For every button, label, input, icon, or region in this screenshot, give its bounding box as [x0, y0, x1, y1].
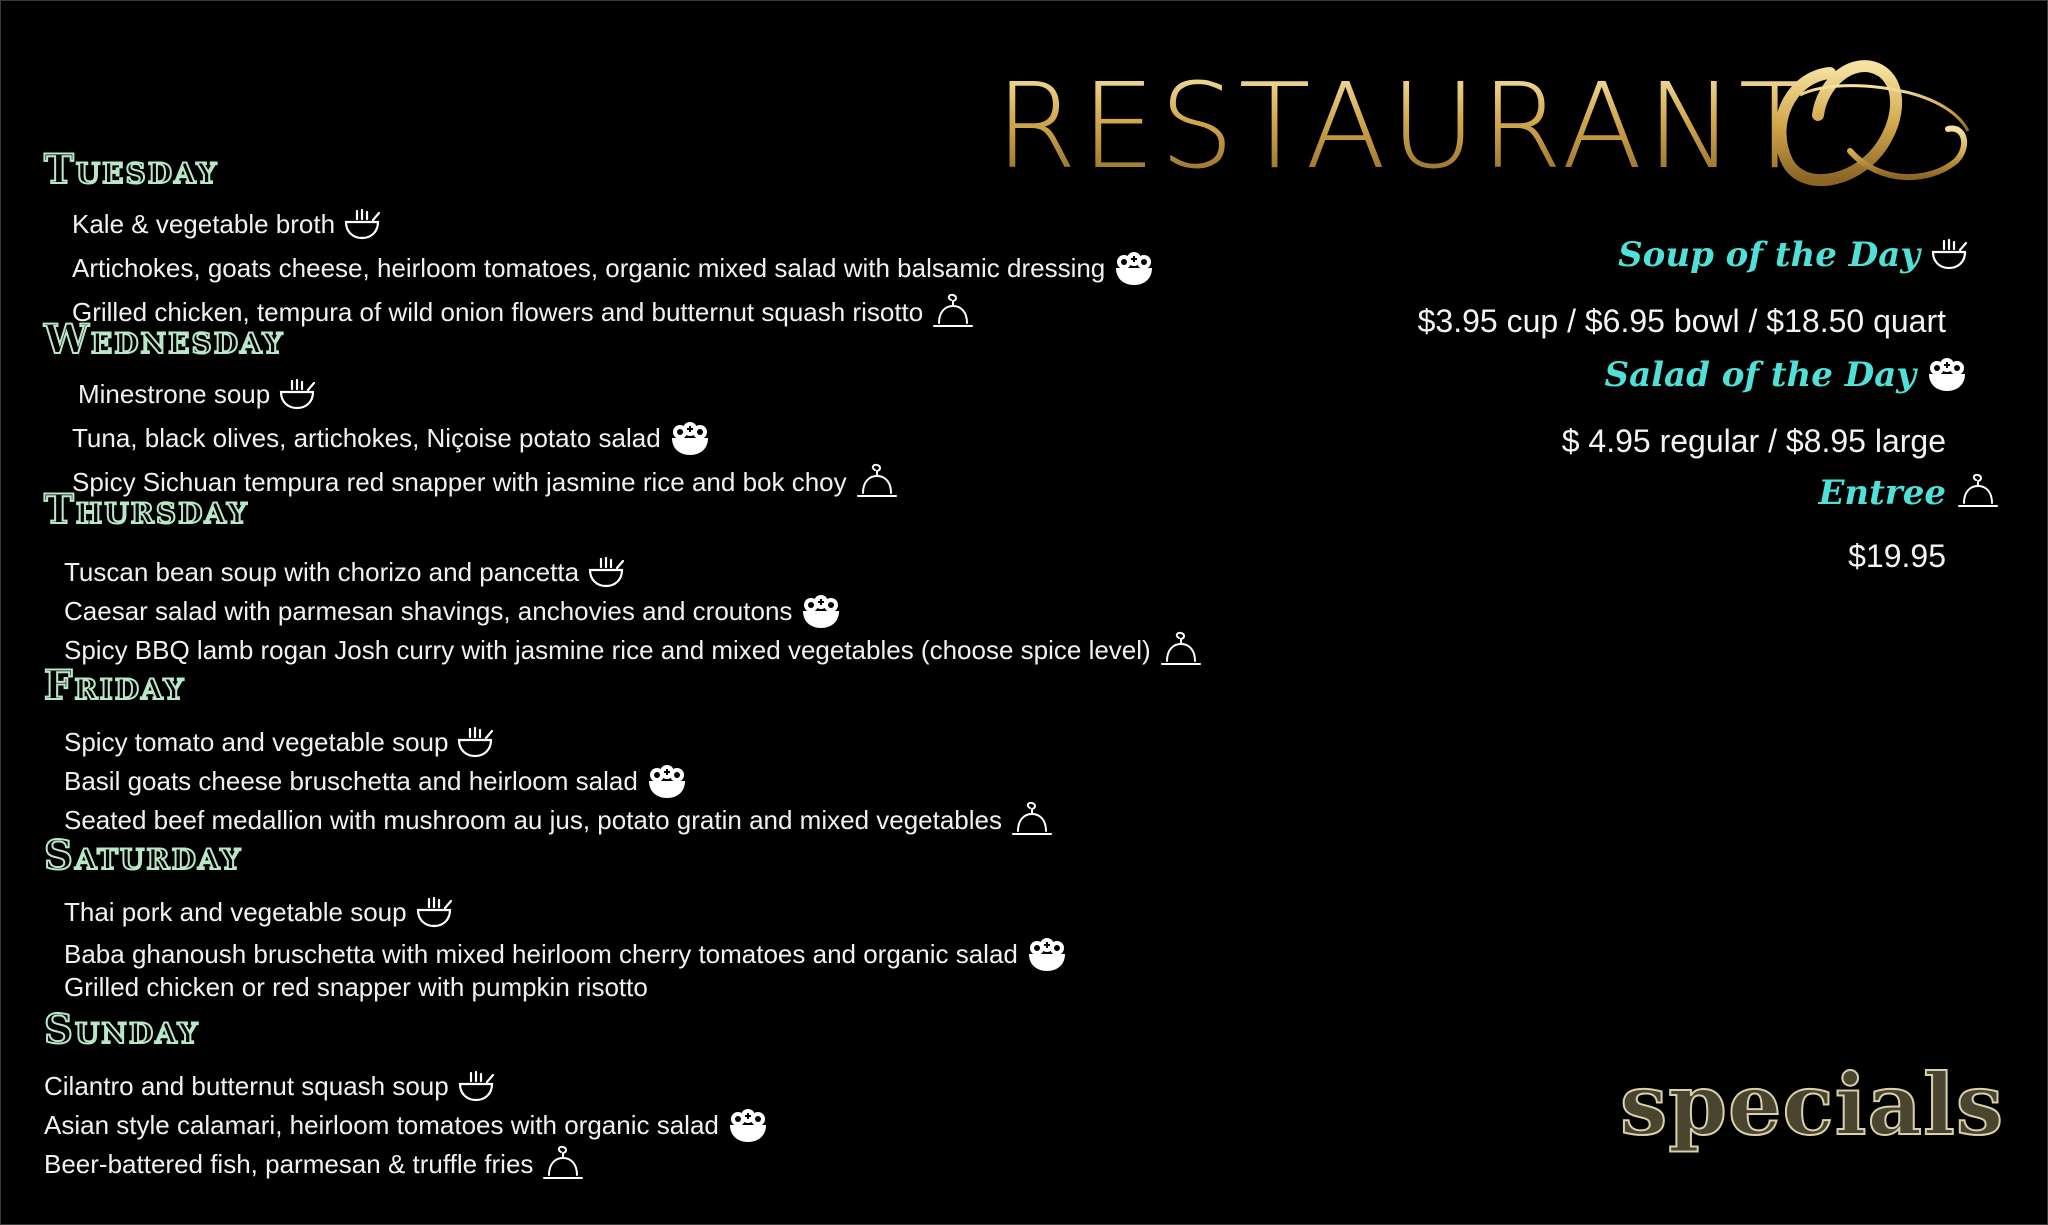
menu-item [72, 420, 711, 460]
menu-item-text: Tuscan bean soup with chorizo and pancetta [64, 556, 580, 587]
menu-item-text: Artichokes, goats cheese, heirloom tomatoes, organic mixed salad with balsamic dressing [72, 252, 1106, 283]
salad-bowl-icon [727, 1107, 769, 1147]
cloche-icon [855, 462, 899, 506]
cloche-icon [1956, 472, 2000, 518]
salad-price: $ 4.95 regular / $8.95 large [1561, 423, 1946, 459]
menu-item-text: Grilled chicken or red snapper with pumpkin risotto [64, 972, 648, 1002]
salad-bowl-icon [1113, 250, 1155, 290]
cloche-icon [1159, 630, 1203, 674]
menu-item [72, 250, 1155, 290]
menu-item-text: Thai pork and vegetable soup [64, 896, 407, 927]
restaurant-name: RESTAURANT [995, 57, 1815, 195]
menu-item-text: Spicy BBQ lamb rogan Josh curry with jasmine rice and mixed vegetables (choose spice level) [64, 634, 1151, 665]
soup-of-the-day-heading [1618, 235, 1968, 276]
soup-bowl-icon [415, 896, 453, 932]
menu-item [64, 896, 453, 932]
menu-item-text: Baba ghanoush bruschetta with mixed heirloom cherry tomatoes and organic salad [64, 938, 1018, 969]
entree-price: $19.95 [1848, 538, 1946, 574]
salad-of-the-day-heading [1605, 356, 1968, 398]
menu-item [44, 1144, 585, 1188]
entree-label: Entree [1818, 473, 1946, 513]
salad-bowl-icon [1026, 936, 1068, 976]
salad-of-the-day-label: Salad of the Day [1604, 355, 1916, 395]
menu-item [64, 936, 1068, 976]
soup-price: $3.95 cup / $6.95 bowl / $18.50 quart [1417, 303, 1946, 339]
menu-item [64, 974, 648, 1000]
entree-heading [1818, 472, 2000, 518]
menu-item [44, 1107, 769, 1147]
menu-item [64, 763, 688, 803]
menu-item [78, 378, 316, 414]
menu-item-text: Caesar salad with parmesan shavings, anchovies and croutons [64, 595, 793, 626]
gold-script-o-logo-icon [1760, 55, 1975, 195]
cloche-icon [541, 1144, 585, 1188]
menu-item-text: Minestrone soup [78, 378, 271, 409]
menu-item-text: Kale & vegetable broth [72, 208, 336, 239]
salad-bowl-icon [669, 420, 711, 460]
restaurant-brand [995, 55, 1995, 195]
specials-footer-word: specials [1620, 1055, 2005, 1154]
soup-bowl-icon [278, 378, 316, 414]
day-heading-wednesday: Wednesday [44, 316, 285, 363]
soup-bowl-icon [343, 208, 381, 244]
menu-item [72, 208, 381, 244]
menu-item [64, 556, 625, 592]
soup-of-the-day-label: Soup of the Day [1618, 235, 1920, 275]
day-heading-thursday: Thursday [44, 486, 249, 533]
soup-bowl-icon [587, 556, 625, 592]
salad-bowl-icon [1926, 356, 1968, 398]
salad-bowl-icon [800, 593, 842, 633]
menu-item [64, 593, 842, 633]
menu-item-text: Grilled chicken, tempura of wild onion flowers and butternut squash risotto [72, 296, 924, 327]
menu-item [64, 726, 494, 762]
menu-item-text: Seated beef medallion with mushroom au jus, potato gratin and mixed vegetables [64, 804, 1003, 835]
cloche-icon [931, 292, 975, 336]
menu-item-text: Cilantro and butternut squash soup [44, 1070, 449, 1101]
soup-bowl-icon [1930, 238, 1968, 276]
salad-bowl-icon [646, 763, 688, 803]
day-heading-tuesday: Tuesday [44, 146, 219, 193]
soup-bowl-icon [456, 726, 494, 762]
soup-bowl-icon [457, 1070, 495, 1106]
menu-item [44, 1070, 495, 1106]
day-heading-saturday: Saturday [44, 832, 243, 879]
menu-item-text: Spicy tomato and vegetable soup [64, 726, 449, 757]
day-heading-friday: Friday [44, 662, 186, 709]
menu-item-text: Basil goats cheese bruschetta and heirloom salad [64, 765, 638, 796]
menu-item-text: Asian style calamari, heirloom tomatoes with organic salad [44, 1109, 719, 1140]
cloche-icon [1010, 800, 1054, 844]
menu-item-text: Spicy Sichuan tempura red snapper with jasmine rice and bok choy [72, 466, 847, 497]
menu-item-text: Tuna, black olives, artichokes, Niçoise potato salad [72, 422, 661, 453]
menu-item [64, 630, 1203, 674]
day-heading-sunday: Sunday [44, 1006, 200, 1053]
menu-item-text: Beer-battered fish, parmesan & truffle fries [44, 1148, 534, 1179]
